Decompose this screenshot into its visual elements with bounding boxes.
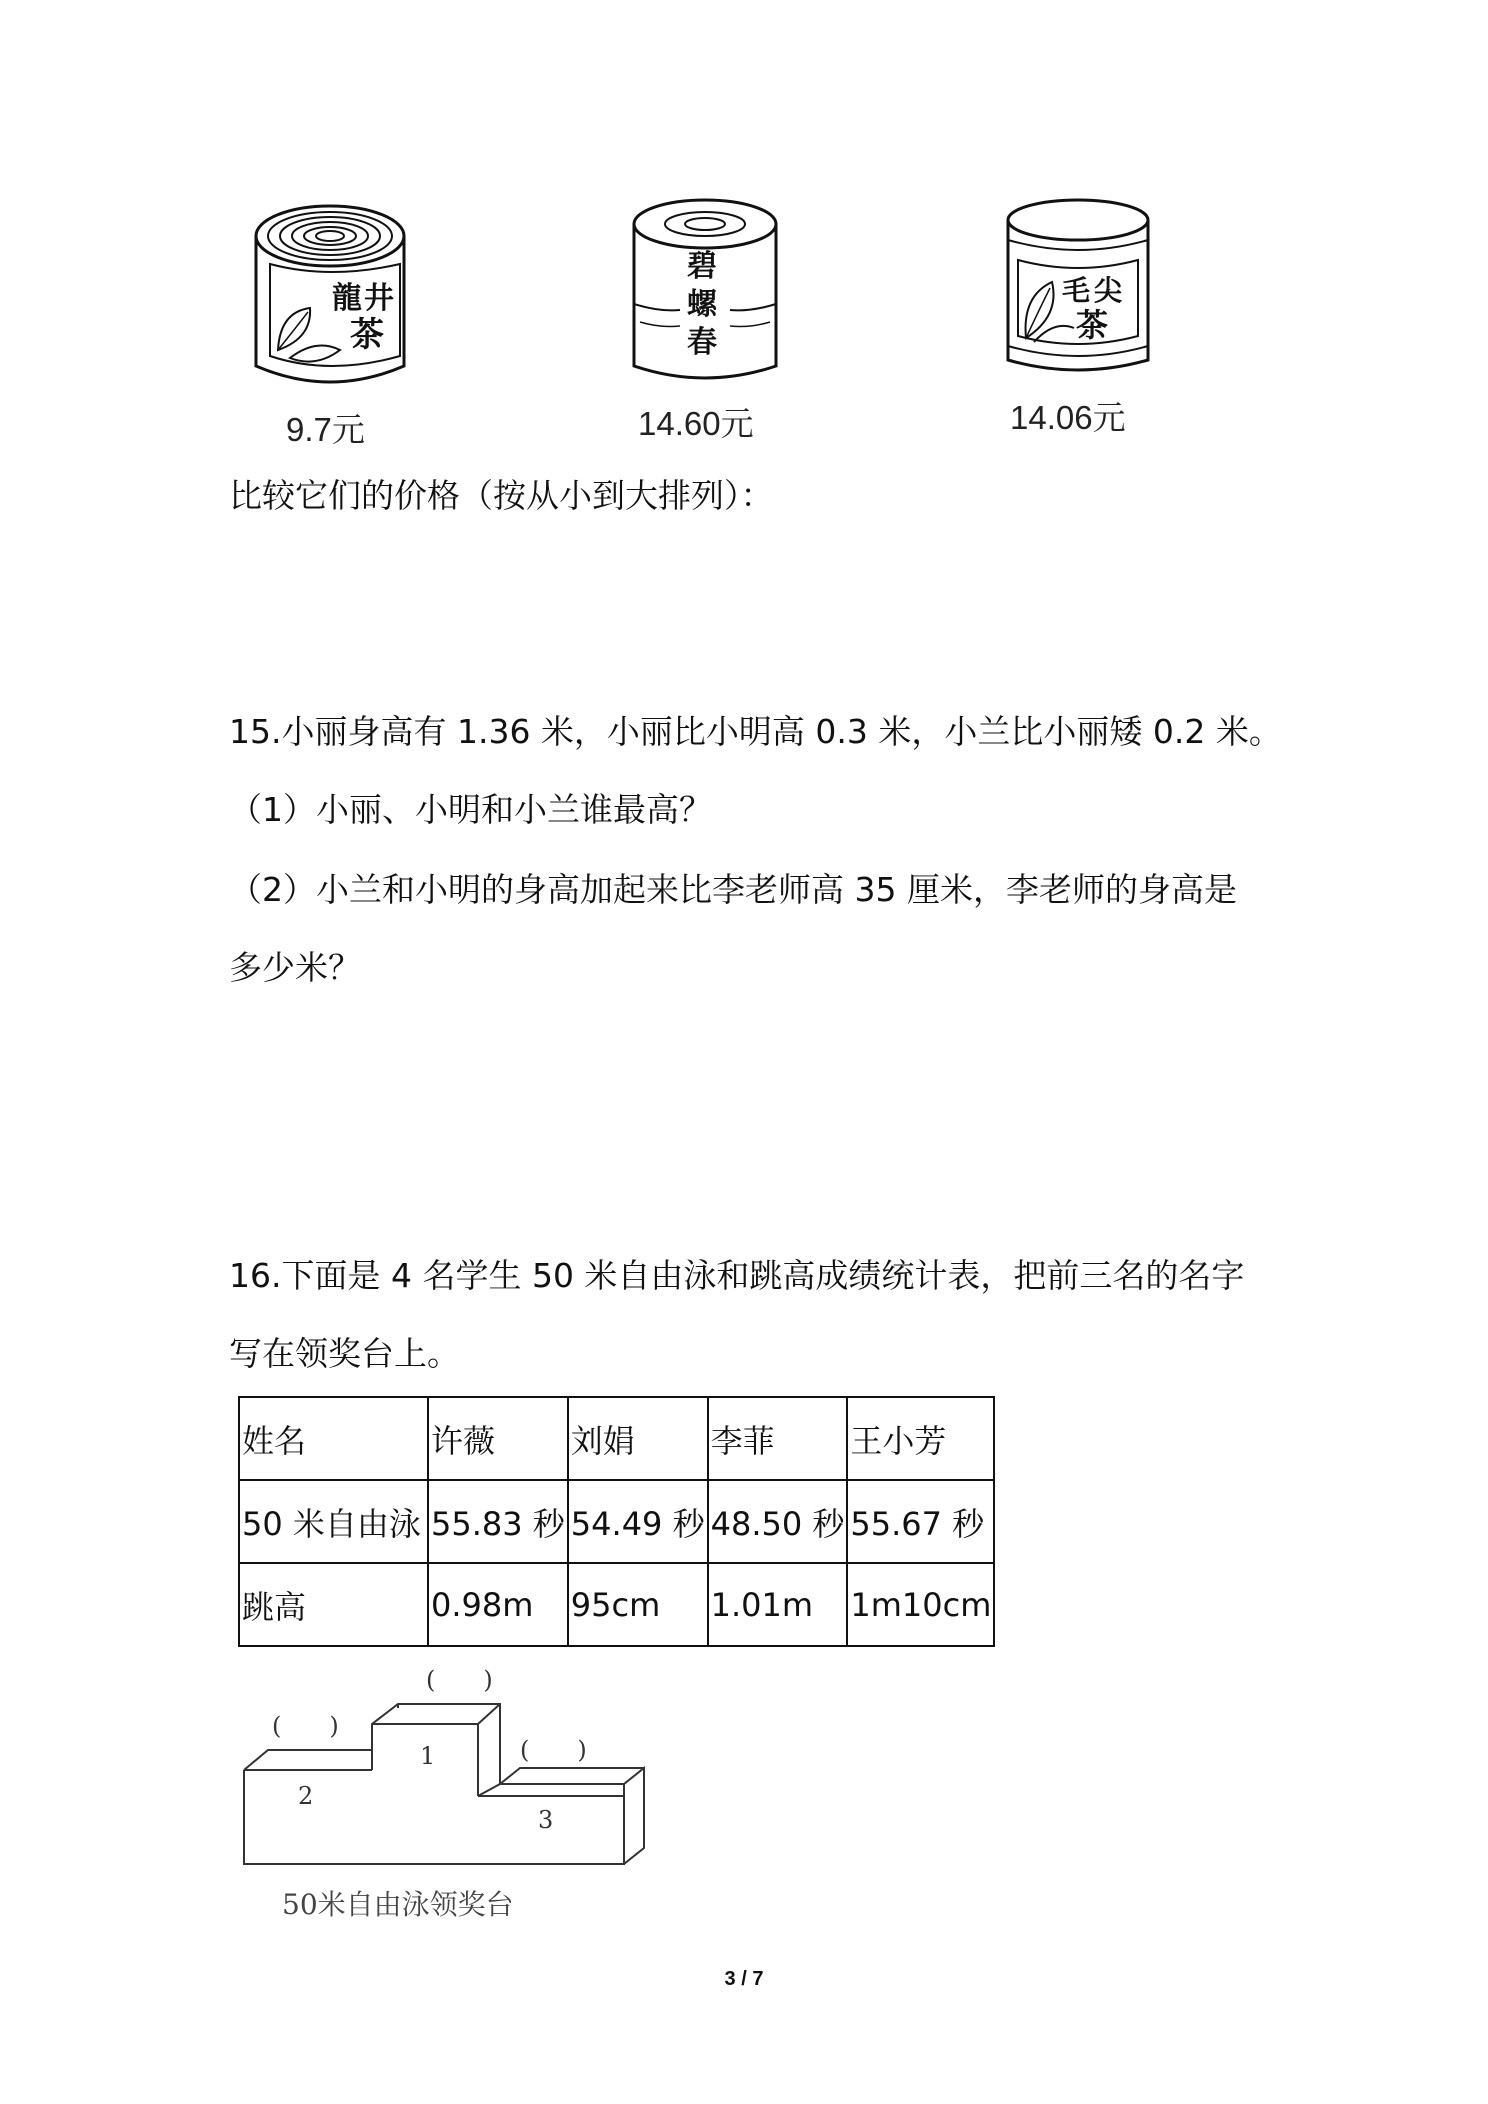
podium-place-1: 1 xyxy=(420,1742,436,1770)
table-row xyxy=(239,1397,994,1480)
can-label-char: 尖 xyxy=(1094,274,1123,307)
price-biluochun: 14.60元 xyxy=(638,405,754,442)
maojian-tea-can xyxy=(1004,196,1152,380)
longjing-tea-can xyxy=(250,200,410,400)
table-header-cell: 刘娟 xyxy=(568,1397,708,1480)
can-label-char: 龍 xyxy=(332,281,362,316)
table-cell: 0.98m xyxy=(428,1563,568,1646)
podium-place-3: 3 xyxy=(538,1806,554,1834)
biluochun-tea-can xyxy=(630,196,780,392)
table-row xyxy=(239,1480,994,1563)
q14-prompt: 比较它们的价格（按从小到大排列）： xyxy=(229,476,774,515)
page-number: 3 / 7 xyxy=(724,1968,764,1990)
table-cell: 1m10cm xyxy=(847,1563,994,1646)
score-table xyxy=(238,1396,995,1647)
table-cell: 1.01m xyxy=(708,1563,848,1646)
table-cell: 跳高 xyxy=(239,1563,428,1646)
podium-caption: 50米自由泳领奖台 xyxy=(282,1888,514,1921)
q16-stem-line1: 16.下面是 4 名学生 50 米自由泳和跳高成绩统计表，把前三名的名字 xyxy=(229,1256,1245,1295)
can-label-char: 毛 xyxy=(1062,274,1091,307)
can-label-char: 春 xyxy=(687,325,717,360)
podium-diagram xyxy=(238,1668,658,1932)
table-cell: 55.83 秒 xyxy=(428,1480,568,1563)
podium-blank-3: ( ) xyxy=(520,1736,587,1764)
table-header-cell: 李菲 xyxy=(708,1397,848,1480)
podium-place-2: 2 xyxy=(298,1782,314,1810)
table-cell: 50 米自由泳 xyxy=(239,1480,428,1563)
table-cell: 55.67 秒 xyxy=(847,1480,994,1563)
podium-blank-1: ( ) xyxy=(426,1668,493,1694)
q16-stem-line2: 写在领奖台上。 xyxy=(229,1334,460,1373)
can-label-char: 茶 xyxy=(1076,306,1109,344)
can-label-char: 碧 xyxy=(687,249,717,284)
price-longjing: 9.7元 xyxy=(286,411,365,448)
table-header-cell: 许薇 xyxy=(428,1397,568,1480)
table-header-cell: 王小芳 xyxy=(847,1397,994,1480)
table-row xyxy=(239,1563,994,1646)
table-header-cell: 姓名 xyxy=(239,1397,428,1480)
table-cell: 48.50 秒 xyxy=(708,1480,848,1563)
can-label-char: 井 xyxy=(364,281,394,316)
can-label-char: 螺 xyxy=(687,287,717,322)
table-cell: 95cm xyxy=(568,1563,708,1646)
podium-blank-2: ( ) xyxy=(272,1712,339,1740)
table-cell: 54.49 秒 xyxy=(568,1480,708,1563)
q15-stem: 15.小丽身高有 1.36 米，小丽比小明高 0.3 米，小兰比小丽矮 0.2 米。 xyxy=(229,712,1282,751)
q15-part1: （1）小丽、小明和小兰谁最高？ xyxy=(229,790,712,829)
q15-part2-line1: （2）小兰和小明的身高加起来比李老师高 35 厘米，李老师的身高是 xyxy=(229,870,1237,909)
price-maojian: 14.06元 xyxy=(1010,399,1126,436)
can-label-char: 茶 xyxy=(350,315,384,355)
q15-part2-line2: 多少米？ xyxy=(229,948,361,987)
